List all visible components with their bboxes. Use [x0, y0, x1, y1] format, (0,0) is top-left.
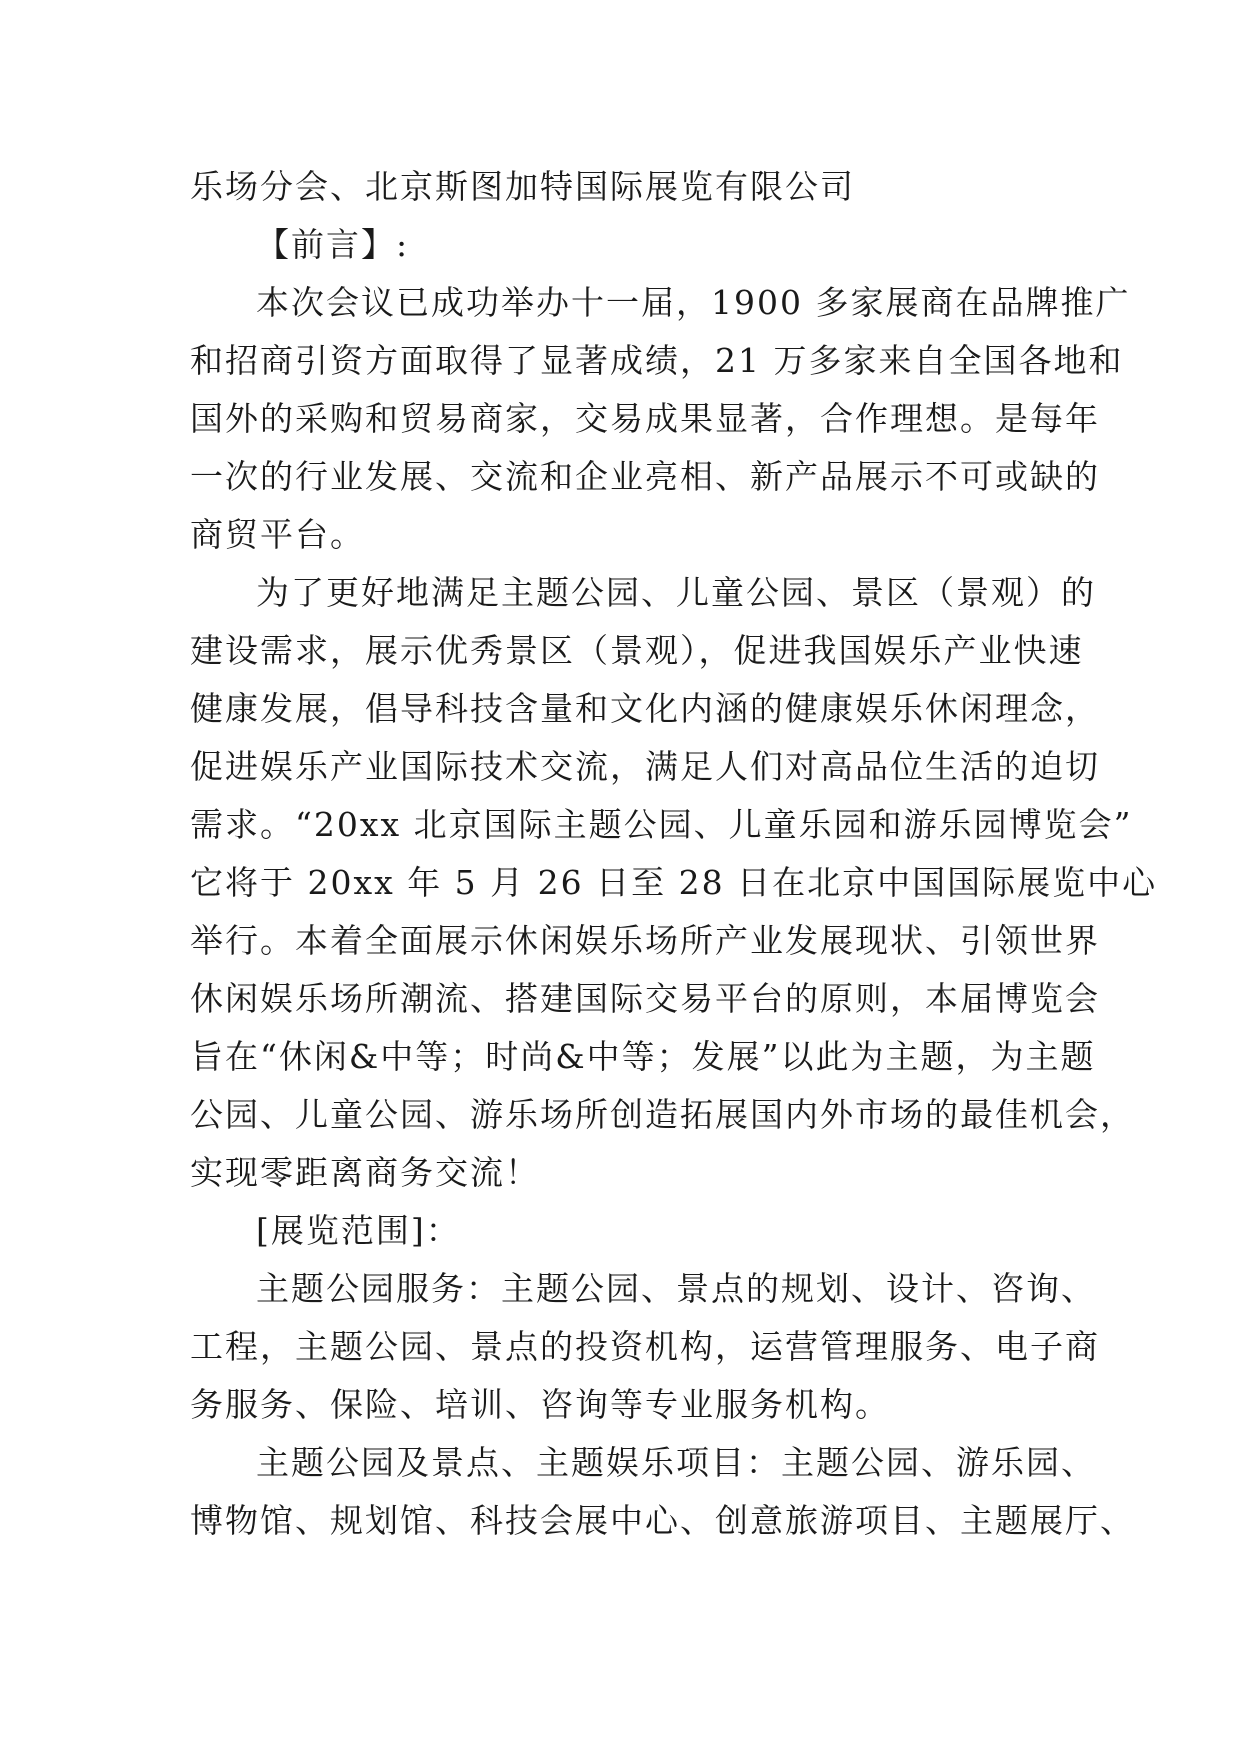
- text-line-10: 健康发展，倡导科技含量和文化内涵的健康娱乐休闲理念，: [190, 689, 1100, 728]
- text-line-18: 实现零距离商务交流！: [190, 1153, 540, 1192]
- text-line-11: 促进娱乐产业国际技术交流，满足人们对高品位生活的迫切: [190, 747, 1100, 786]
- text-line-21: 工程，主题公园、景点的投资机构，运营管理服务、电子商: [190, 1327, 1100, 1366]
- text-line-7: 商贸平台。: [190, 515, 365, 554]
- text-line-20: 主题公园服务：主题公园、景点的规划、设计、咨询、: [256, 1269, 1096, 1308]
- text-line-14: 举行。本着全面展示休闲娱乐场所产业发展现状、引领世界: [190, 921, 1100, 960]
- text-line-24: 博物馆、规划馆、科技会展中心、创意旅游项目、主题展厅、: [190, 1501, 1135, 1540]
- text-line-3: 本次会议已成功举办十一届，1900 多家展商在品牌推广: [256, 283, 1131, 322]
- section-heading-exhibition-scope: [展览范围]：: [256, 1211, 461, 1250]
- text-line-6: 一次的行业发展、交流和企业亮相、新产品展示不可或缺的: [190, 457, 1100, 496]
- text-line-16: 旨在“休闲&中等；时尚&中等；发展”以此为主题，为主题: [190, 1037, 1096, 1076]
- text-line-1: 乐场分会、北京斯图加特国际展览有限公司: [190, 167, 855, 206]
- document-body: [190, 158, 1158, 1550]
- text-line-17: 公园、儿童公园、游乐场所创造拓展国内外市场的最佳机会，: [190, 1095, 1135, 1134]
- text-line-4: 和招商引资方面取得了显著成绩，21 万多家来自全国各地和: [190, 341, 1124, 380]
- text-line-23: 主题公园及景点、主题娱乐项目：主题公园、游乐园、: [256, 1443, 1096, 1482]
- section-heading-preface: 【前言】:: [256, 225, 410, 264]
- text-line-8: 为了更好地满足主题公园、儿童公园、景区（景观）的: [256, 573, 1096, 612]
- text-line-5: 国外的采购和贸易商家，交易成果显著，合作理想。是每年: [190, 399, 1100, 438]
- text-line-22: 务服务、保险、培训、咨询等专业服务机构。: [190, 1385, 890, 1424]
- text-line-12: 需求。“20xx 北京国际主题公园、儿童乐园和游乐园博览会”: [190, 805, 1133, 844]
- text-line-13: 它将于 20xx 年 5 月 26 日至 28 日在北京中国国际展览中心: [190, 863, 1158, 902]
- text-line-9: 建设需求，展示优秀景区（景观），促进我国娱乐产业快速: [190, 631, 1084, 670]
- text-line-15: 休闲娱乐场所潮流、搭建国际交易平台的原则，本届博览会: [190, 979, 1100, 1018]
